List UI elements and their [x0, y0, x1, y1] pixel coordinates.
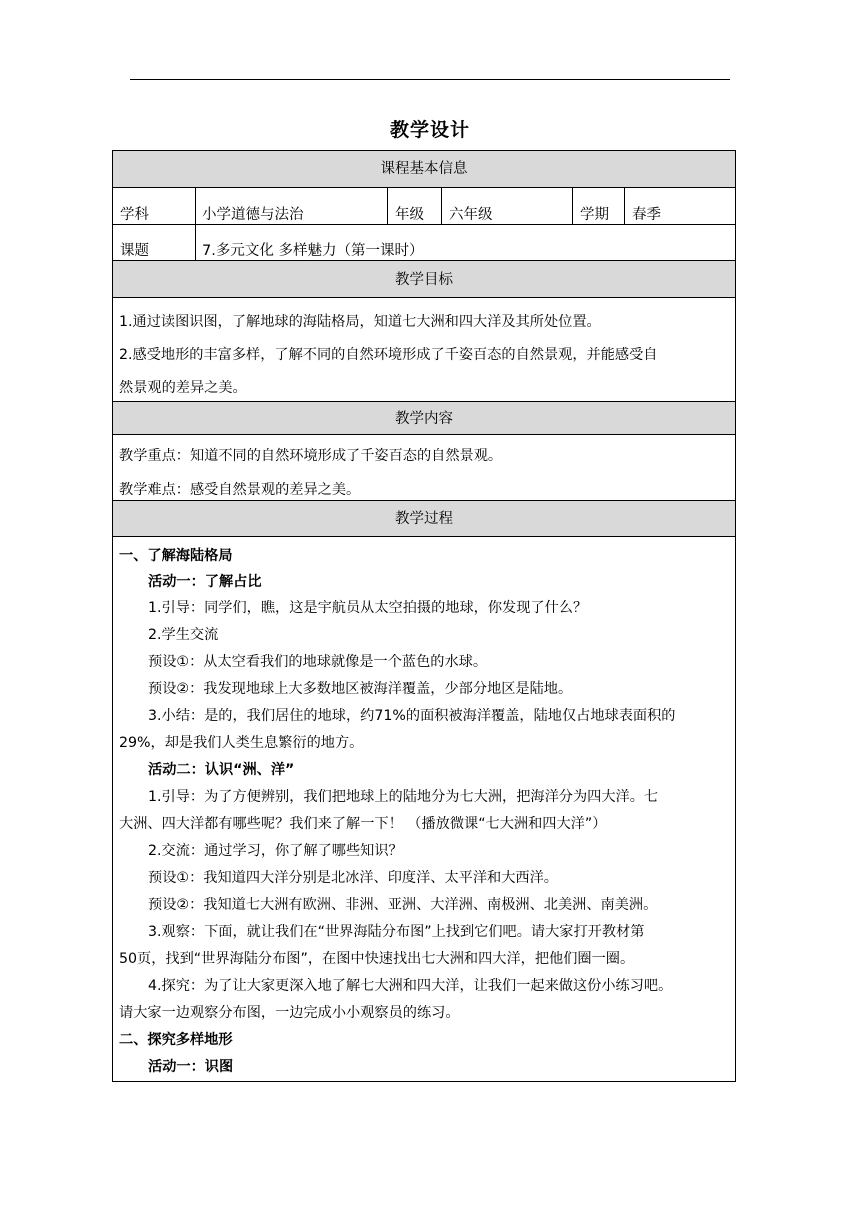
activity-1-title: 活动一：了解占比	[148, 574, 262, 590]
content-header-text: 教学内容	[395, 411, 453, 427]
goal-item-2-line-1: 2.感受地形的丰富多样，了解不同的自然环境形成了千姿百态的自然景观，并能感受自	[119, 347, 658, 363]
process-line: 预设①：从太空看我们的地球就像是一个蓝色的水球。	[148, 654, 488, 670]
basic-info-header	[113, 151, 735, 188]
process-line: 4.探究：为了让大家更深入地了解七大洲和四大洋，让我们一起来做这份小练习吧。	[148, 978, 673, 994]
process-header-text: 教学过程	[395, 511, 453, 527]
difficult-point: 教学难点：感受自然景观的差异之美。	[119, 482, 361, 498]
grade-label: 年级	[395, 207, 424, 223]
col-divider	[195, 188, 196, 260]
process-header	[113, 500, 735, 537]
key-point: 教学重点：知道不同的自然环境形成了千姿百态的自然景观。	[119, 448, 503, 464]
col-divider	[441, 188, 442, 224]
process-line: 3.观察：下面，就让我们在“世界海陆分布图”上找到它们吧。请大家打开教材第	[148, 924, 645, 940]
process-line: 预设②：我知道七大洲有欧洲、非洲、亚洲、大洋洲、南极洲、北美洲、南美洲。	[148, 897, 658, 913]
subject-label: 学科	[120, 207, 149, 223]
grade-value: 六年级	[449, 207, 493, 223]
process-line: 1.引导：为了方便辨别，我们把地球上的陆地分为七大洲，把海洋分为四大洋。七	[148, 789, 659, 805]
process-line: 2.交流：通过学习，你了解了哪些知识？	[148, 843, 403, 859]
term-label: 学期	[580, 207, 609, 223]
section-1-title: 一、了解海陆格局	[119, 548, 233, 564]
goals-header-text: 教学目标	[395, 272, 453, 288]
process-line: 29%，却是我们人类生息繁衍的地方。	[119, 735, 364, 751]
process-line: 1.引导：同学们，瞧，这是宇航员从太空拍摄的地球，你发现了什么？	[148, 600, 588, 616]
topic-label: 课题	[120, 243, 149, 259]
page-title: 教学设计	[389, 119, 470, 141]
process-line: 2.学生交流	[148, 627, 219, 643]
subject-value: 小学道德与法治	[202, 207, 304, 223]
goal-item-1: 1.通过读图识图，了解地球的海陆格局，知道七大洲和四大洋及其所处位置。	[119, 314, 601, 330]
col-divider	[572, 188, 573, 224]
col-divider	[387, 188, 388, 224]
row-divider	[113, 224, 735, 225]
lesson-plan-table	[112, 150, 736, 1082]
term-value: 春季	[632, 207, 661, 223]
process-line: 预设②：我发现地球上大多数地区被海洋覆盖，少部分地区是陆地。	[148, 681, 573, 697]
section-2-activity-1-title: 活动一：识图	[148, 1059, 234, 1075]
process-line: 3.小结：是的，我们居住的地球，约71%的面积被海洋覆盖，陆地仅占地球表面积的	[148, 708, 676, 724]
process-line: 请大家一边观察分布图，一边完成小小观察员的练习。	[119, 1005, 460, 1021]
process-line: 大洲、四大洋都有哪些呢？我们来了解一下！ （播放微课“七大洲和四大洋”）	[119, 816, 607, 832]
basic-info-header-text: 课程基本信息	[380, 161, 468, 177]
goals-header	[113, 260, 735, 298]
content-header	[113, 401, 735, 435]
activity-2-title: 活动二：认识“洲、洋”	[148, 762, 295, 778]
col-divider	[624, 188, 625, 224]
process-line: 50页，找到“世界海陆分布图”，在图中快速找出七大洲和四大洋，把他们圈一圈。	[119, 951, 635, 967]
goal-item-2-line-2: 然景观的差异之美。	[119, 380, 247, 396]
process-line: 预设①：我知道四大洋分别是北冰洋、印度洋、太平洋和大西洋。	[148, 870, 558, 886]
top-rule	[130, 79, 730, 80]
section-2-title: 二、探究多样地形	[119, 1032, 233, 1048]
topic-value: 7.多元文化 多样魅力（第一课时）	[202, 243, 424, 259]
